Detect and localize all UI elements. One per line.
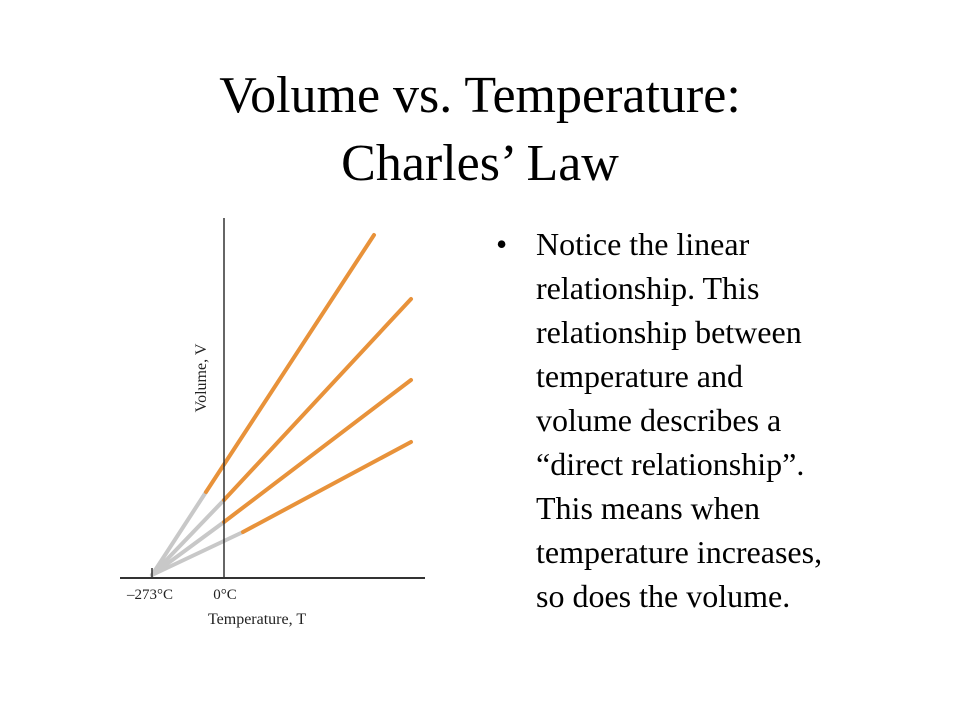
x-axis-label: Temperature, T <box>208 611 307 628</box>
bullet-line-8: temperature increases, <box>536 534 823 570</box>
slide-title-line-2: Charles’ Law <box>341 135 619 192</box>
bullet-item <box>496 222 896 618</box>
x-tick-label-minus-273: –273°C <box>126 587 174 603</box>
data-lines <box>206 235 411 532</box>
extrapolation-lines <box>152 492 243 575</box>
bullet-line-6: “direct relationship”. <box>536 446 805 482</box>
bullet-list <box>496 222 896 618</box>
y-axis-label: Volume, V <box>193 343 210 413</box>
x-tick-label-zero: 0°C <box>213 587 237 603</box>
bullet-line-5: volume describes a <box>536 402 782 438</box>
bullet-line-7: This means when <box>536 490 760 526</box>
extrapolation-line-3 <box>152 522 224 575</box>
bullet-line-9: so does the volume. <box>536 578 791 614</box>
bullet-line-2: relationship. This <box>536 270 760 306</box>
bullet-line-4: temperature and <box>536 358 743 394</box>
bullet-line-1: Notice the linear <box>536 226 750 262</box>
slide-title <box>0 62 960 198</box>
charles-law-graph <box>100 210 440 640</box>
bullet-line-3: relationship between <box>536 314 802 350</box>
extrapolation-line-2 <box>152 500 224 575</box>
slide-title-line-1: Volume vs. Temperature: <box>219 67 741 124</box>
bullet-symbol: • <box>496 226 508 262</box>
chart-svg <box>100 210 440 640</box>
